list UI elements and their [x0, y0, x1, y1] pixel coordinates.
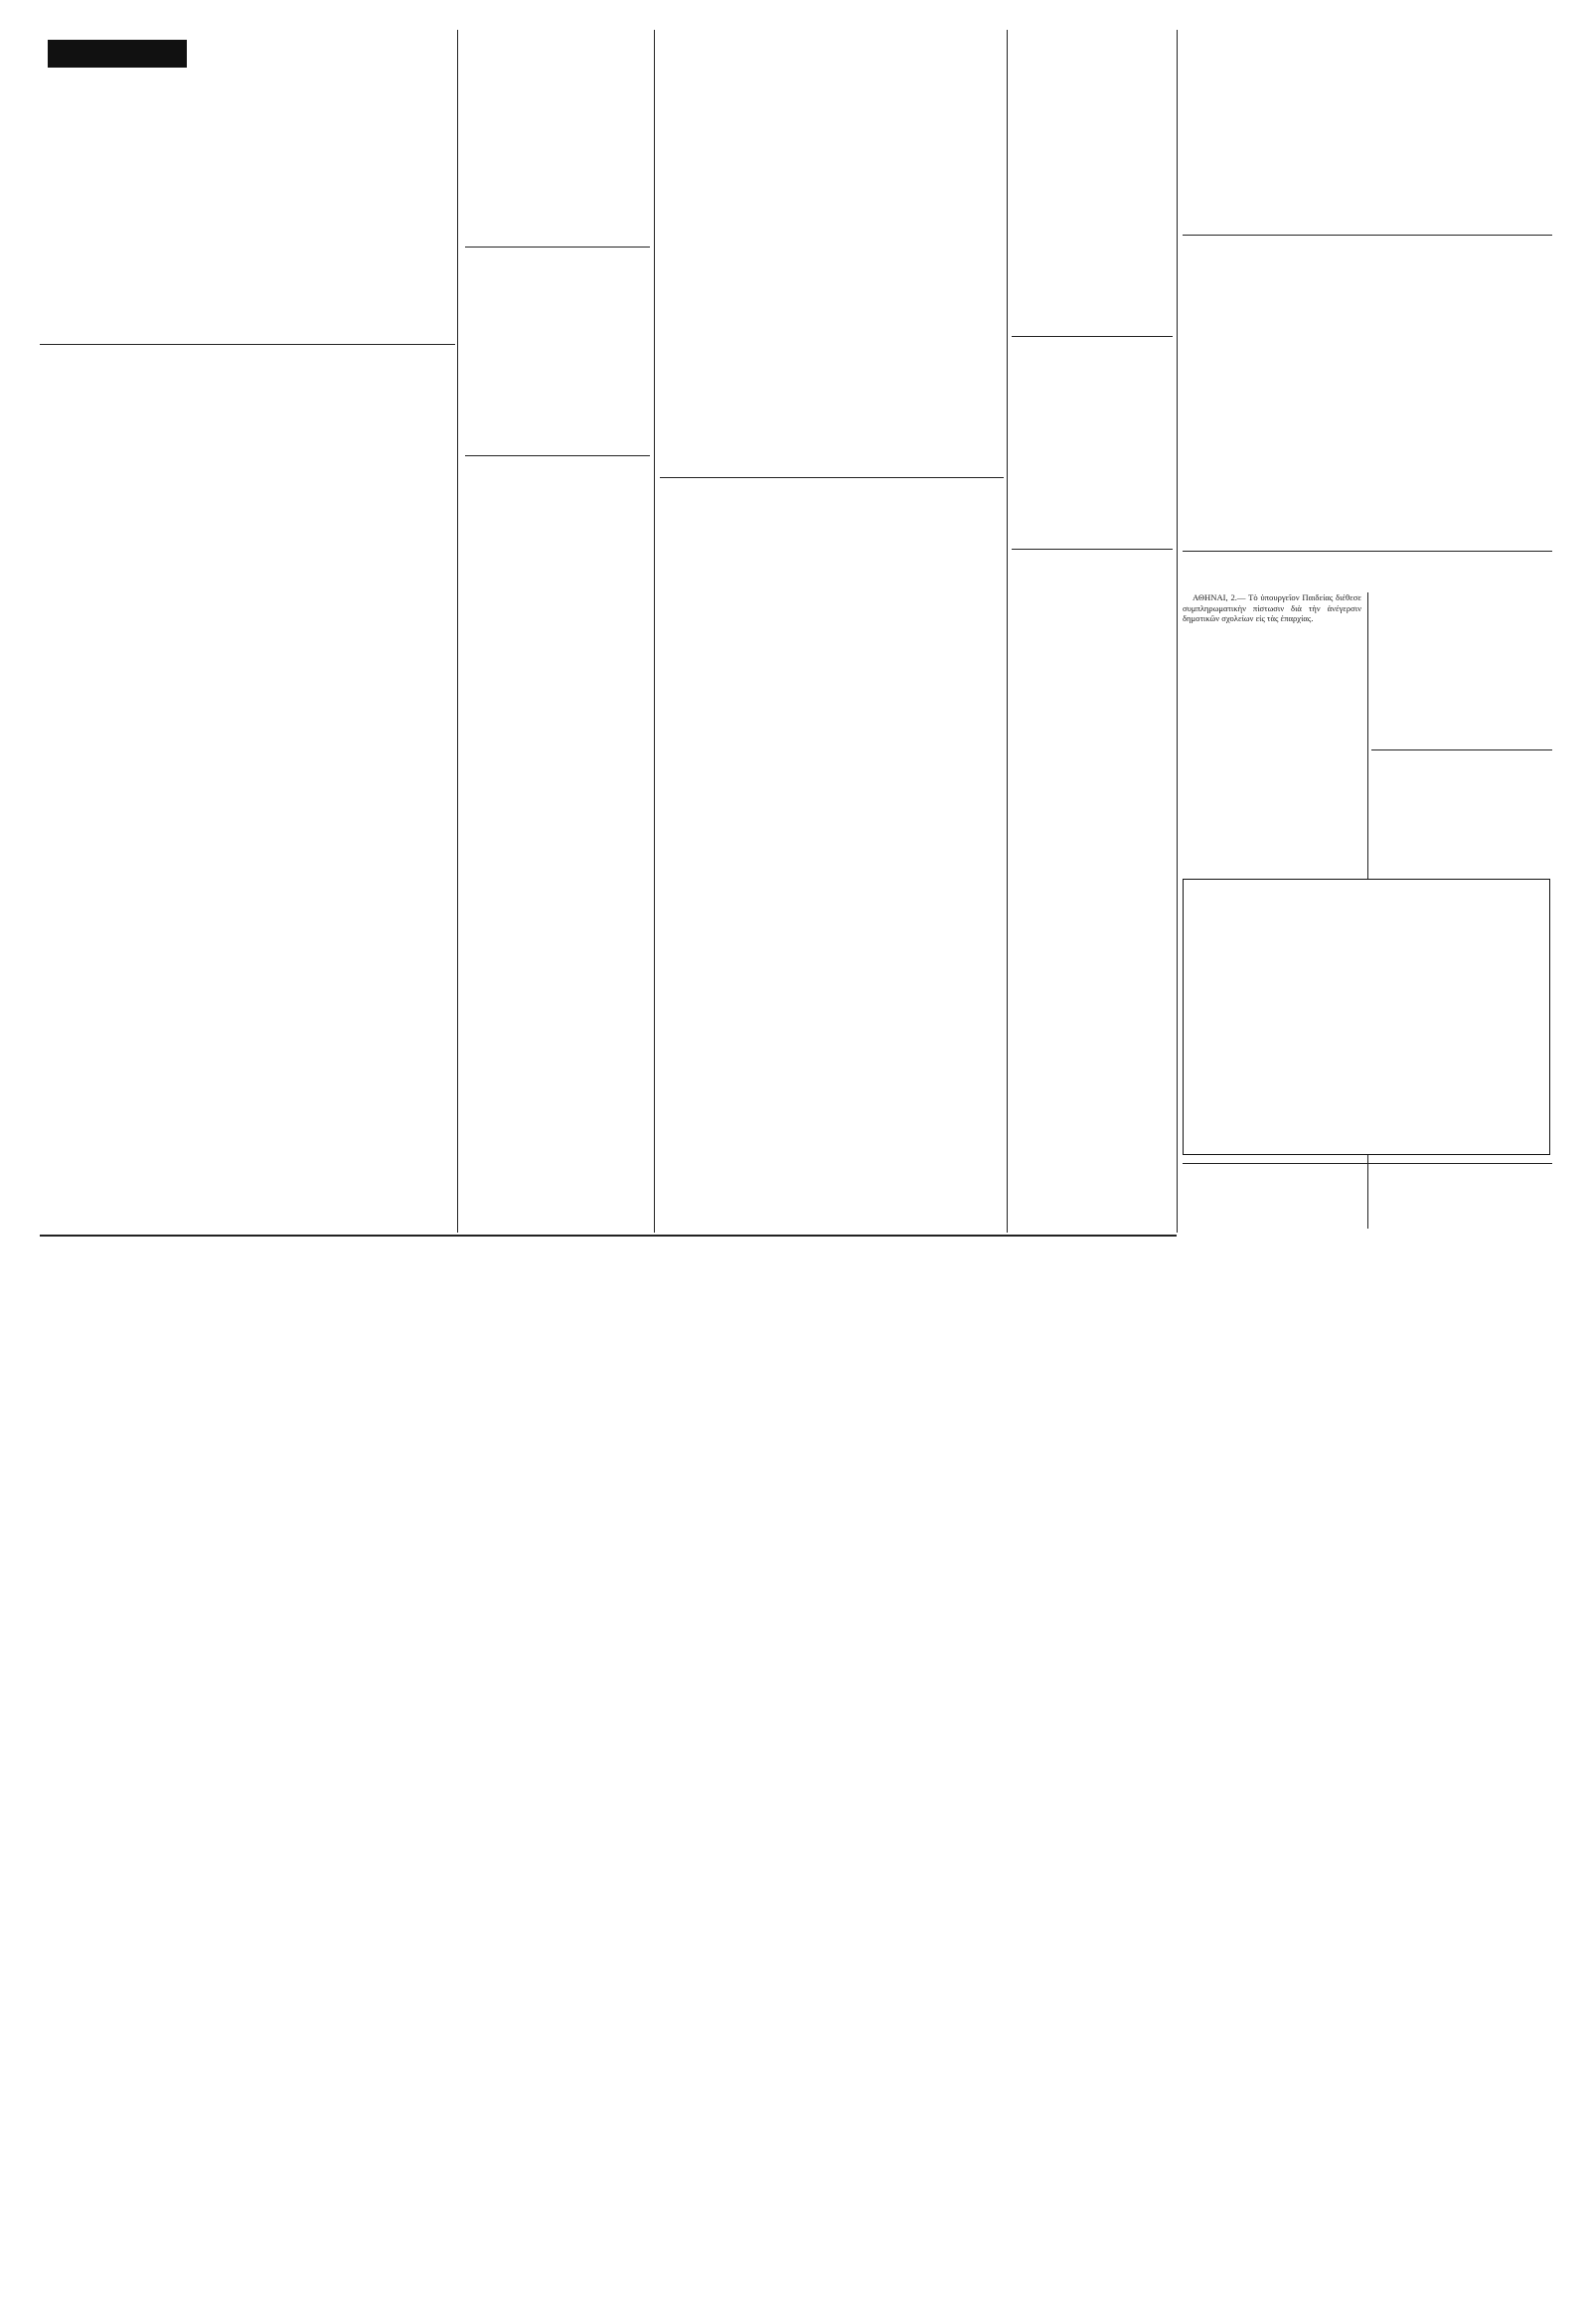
article-divider	[1183, 551, 1552, 552]
column-rule	[457, 30, 458, 1233]
article-body	[1183, 1219, 1552, 1282]
article-body	[1012, 588, 1173, 1225]
names-polytechneion	[60, 1539, 298, 1909]
article-body	[660, 543, 1004, 1227]
article-body	[660, 91, 1004, 473]
names-iatrikai	[646, 1539, 874, 1882]
names-physiko	[338, 1539, 636, 1956]
article-divider	[465, 455, 650, 456]
article-body	[1371, 789, 1552, 869]
tmima-g3-note	[894, 2260, 1153, 2272]
article-body	[40, 147, 455, 338]
article-body	[465, 91, 650, 241]
page-label	[48, 40, 187, 68]
article-divider	[465, 247, 650, 248]
article-body	[465, 501, 650, 1227]
names-theoritikai	[884, 1539, 1034, 1857]
article-body	[1371, 626, 1552, 746]
article-body	[1012, 68, 1173, 328]
article-divider	[660, 477, 1004, 478]
notice-box	[1183, 879, 1550, 1155]
article-divider	[1183, 1163, 1552, 1164]
article-body	[465, 292, 650, 449]
notice-body	[1192, 886, 1541, 1043]
article-body	[1183, 83, 1552, 229]
article-divider	[1012, 549, 1173, 550]
column-rule	[654, 30, 655, 1233]
article-body	[40, 408, 455, 1233]
article-divider	[1012, 336, 1173, 337]
article-divider	[40, 344, 455, 345]
article-paragraph: ΑΘΗΝΑΙ, 2.— Τὸ ὑπουργεῖον Παιδείας διέθεσε συμπληρωματικὴν πίστωσιν διὰ τὴν ἀνέγερσιν δημοτικῶν σχολείων εἰς τὰς ἐπαρχίας.	[1183, 592, 1361, 623]
tmima-g4-list	[596, 2115, 795, 2324]
tmima-g3-note	[894, 2272, 1153, 2284]
names-ypomichanikon	[60, 1914, 298, 2038]
article-divider	[1183, 235, 1552, 236]
article-divider	[1371, 749, 1552, 750]
column-rule	[1177, 30, 1178, 1233]
tmima-g3-list	[894, 2159, 1113, 2254]
article-body	[1183, 296, 1552, 545]
theoritikai-side-labels	[1043, 1551, 1173, 1849]
ad-top-rule	[40, 1235, 1177, 1237]
protai-theseis-list	[169, 2111, 457, 2324]
column-rule	[1007, 30, 1008, 1233]
article-body	[1012, 384, 1173, 543]
